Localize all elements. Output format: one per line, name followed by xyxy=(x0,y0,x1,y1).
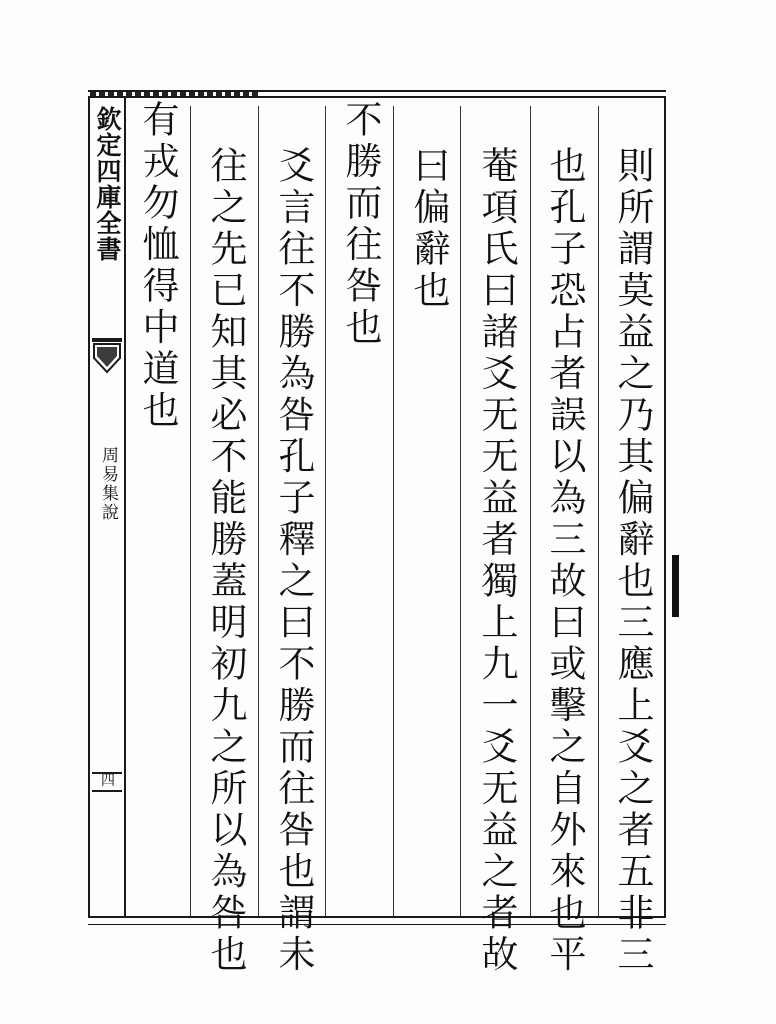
column-rule xyxy=(258,106,259,916)
text-column-5: 不勝而往咎也 xyxy=(339,100,382,349)
text-column-4: 曰偏辭也 xyxy=(407,146,450,312)
column-rule xyxy=(325,106,326,916)
column-rule xyxy=(530,106,531,916)
column-rule xyxy=(393,106,394,916)
text-column-1: 則所謂莫益之乃其偏辭也三應上爻之者五非三 xyxy=(611,146,654,976)
text-column-8: 有戎勿恤得中道也 xyxy=(136,100,179,432)
text-column-7: 往之先已知其必不能勝蓋明初九之所以為咎也 xyxy=(204,146,247,976)
text-column-3: 菴項氏曰諸爻无无益者獨上九一爻无益之者故 xyxy=(475,146,518,976)
column-rule xyxy=(598,106,599,916)
frame-top-rule xyxy=(88,90,666,92)
page-number: 四 xyxy=(101,773,115,789)
text-column-2: 也孔子恐占者誤以為三故曰或擊之自外來也平 xyxy=(543,146,586,976)
column-rule xyxy=(190,106,191,916)
fish-tail-icon xyxy=(90,336,124,376)
series-title: 欽定四庫全書 xyxy=(93,106,122,262)
text-column-6: 爻言往不勝為咎孔子釋之曰不勝而往咎也謂未 xyxy=(272,146,315,976)
book-title: 周易集說 xyxy=(98,446,118,522)
column-rule xyxy=(460,106,461,916)
ink-mark xyxy=(672,555,679,617)
